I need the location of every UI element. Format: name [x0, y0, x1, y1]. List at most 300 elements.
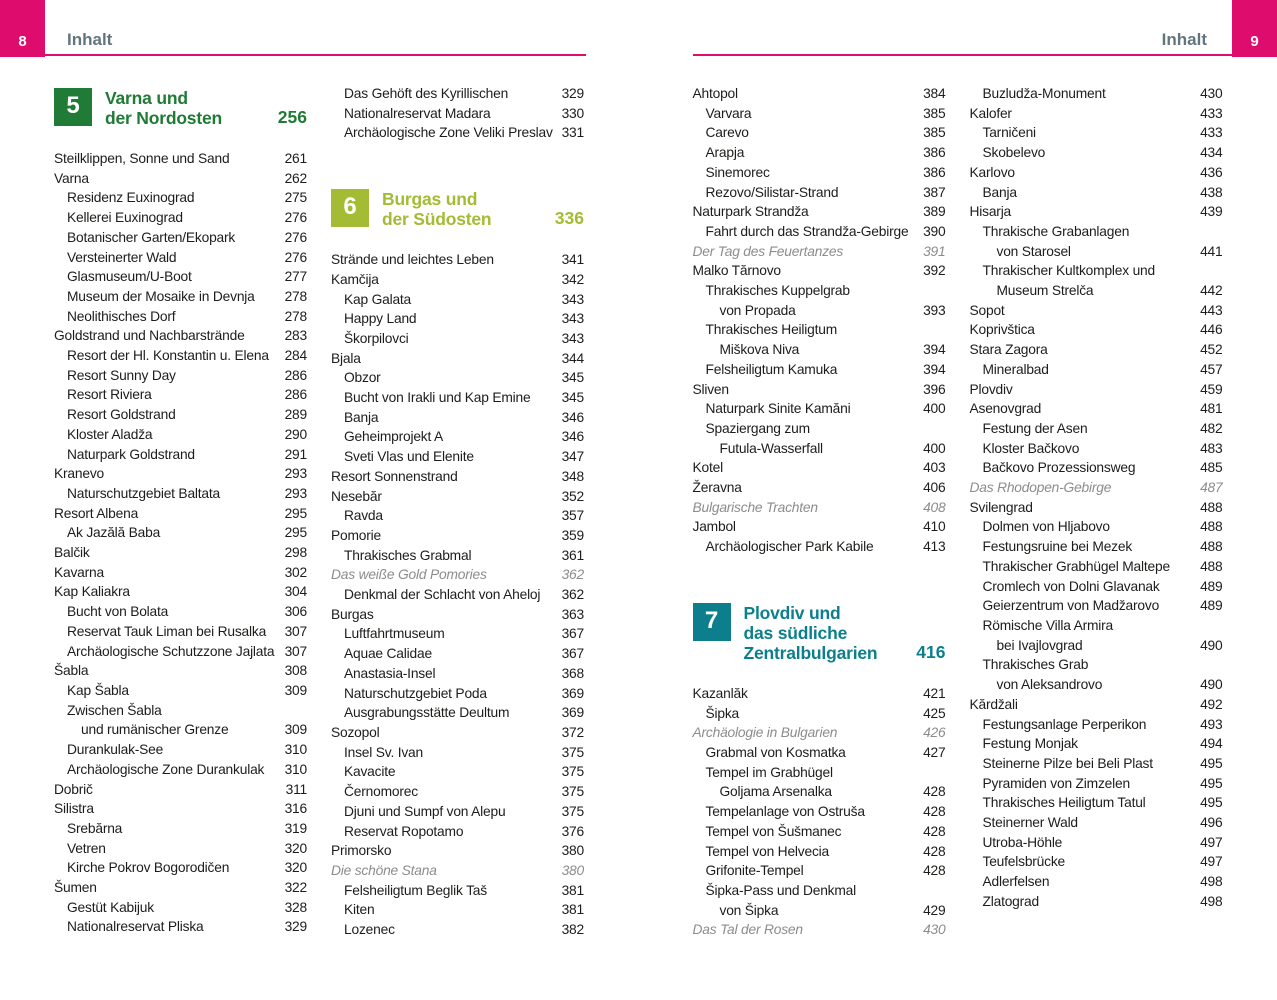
entry-page-number: 306	[284, 604, 307, 620]
toc-entry	[54, 898, 307, 918]
entry-page-number: 341	[561, 252, 584, 268]
entry-page-number: 441	[1200, 243, 1223, 259]
toc-entry	[54, 720, 307, 740]
entry-label: Strände und leichtes Leben	[331, 252, 494, 268]
toc-entry	[54, 642, 307, 662]
entry-page-number: 311	[285, 781, 307, 797]
entry-label: Durankulak-See	[67, 742, 164, 758]
entry-label: Ahtopol	[692, 86, 738, 101]
toc-entry	[970, 202, 1223, 222]
entry-label: Djuni und Sumpf von Alepu	[344, 803, 506, 819]
toc-entry	[693, 439, 946, 459]
entry-label: Thrakisches Grabmal	[344, 547, 472, 563]
chapter-6-heading	[331, 189, 584, 229]
toc-entry	[54, 307, 307, 327]
entry-label: Žeravna	[692, 480, 742, 496]
entry-label: Ravda	[344, 508, 383, 524]
toc-entry	[693, 340, 946, 360]
entry-page-number: 348	[561, 468, 584, 484]
entry-label: Residenz Euxinograd	[67, 190, 195, 206]
entry-label: Gestüt Kabijuk	[67, 899, 154, 915]
toc-entry-special	[331, 565, 584, 585]
entry-page-number: 368	[561, 665, 584, 681]
chapter-5-heading	[54, 88, 307, 128]
entry-label: Happy Land	[344, 311, 417, 327]
entry-label: Nationalreservat Madara	[344, 105, 491, 121]
entry-page-number: 413	[923, 539, 946, 555]
entry-page-number: 498	[1200, 893, 1223, 909]
toc-entry	[693, 419, 946, 439]
entry-label: Tempel von Helvecia	[705, 843, 829, 859]
entry-label: Aquae Calidae	[344, 646, 432, 662]
toc-entry	[970, 517, 1223, 537]
entry-label: Festungsanlage Perperikon	[982, 716, 1147, 732]
entry-page-number: 322	[284, 880, 307, 896]
toc-entry	[331, 644, 584, 664]
entry-page-number: 375	[561, 764, 584, 780]
entry-label: Futula-Wasserfall	[719, 440, 823, 456]
page-8-header	[0, 0, 639, 57]
header-rule	[45, 54, 586, 56]
toc-entry	[693, 222, 946, 242]
entry-page-number: 385	[923, 125, 946, 141]
entry-label: Kiten	[344, 902, 375, 918]
toc-entry	[693, 478, 946, 498]
toc-entry	[54, 582, 307, 602]
entry-label: Varna	[54, 170, 89, 186]
header-rule	[693, 54, 1233, 56]
toc-entry	[54, 208, 307, 228]
toc-entry	[693, 458, 946, 478]
toc-entry	[54, 346, 307, 366]
entry-label: Bjala	[331, 350, 361, 366]
entry-page-number: 428	[923, 804, 946, 820]
entry-label: Archäologie in Bulgarien	[692, 725, 838, 741]
entry-page-number: 361	[561, 547, 584, 563]
entry-label: Bačkovo Prozessionsweg	[982, 460, 1136, 476]
entry-page-number: 386	[923, 145, 946, 161]
entry-label: von Aleksandrovo	[996, 677, 1103, 693]
entry-page-number: 283	[284, 328, 307, 344]
entry-label: Reservat Ropotamo	[344, 823, 464, 839]
entry-label: Steinerne Pilze bei Beli Plast	[982, 755, 1153, 771]
entry-label: Varvara	[705, 105, 752, 121]
toc-entry	[331, 664, 584, 684]
toc-entry	[970, 636, 1223, 656]
entry-label: Naturschutzgebiet Baltata	[67, 485, 220, 501]
entry-label: Glasmuseum/U-Boot	[67, 269, 192, 285]
entry-label: Tempelanlage von Ostruša	[705, 804, 865, 820]
toc-entry	[54, 622, 307, 642]
toc-entry	[970, 340, 1223, 360]
entry-label: Kloster Bačkovo	[982, 440, 1080, 456]
page-9-header	[639, 0, 1277, 57]
entry-page-number: 346	[561, 429, 584, 445]
entry-page-number: 481	[1200, 401, 1223, 417]
entry-label: Hisarja	[969, 204, 1012, 220]
entry-label: Skobelevo	[982, 145, 1046, 161]
entry-label: Tempel im Grabhügel	[705, 764, 833, 780]
entry-label: Resort Riviera	[67, 387, 152, 403]
toc-entry	[970, 852, 1223, 872]
toc-entry	[54, 267, 307, 287]
entry-page-number: 394	[923, 342, 946, 358]
entry-label: Sinemorec	[705, 164, 770, 180]
entry-page-number: 295	[284, 505, 307, 521]
entry-page-number: 310	[284, 761, 307, 777]
toc-entry	[970, 399, 1223, 419]
toc-entry	[693, 537, 946, 557]
entry-label: Archäologische Zone Durankulak	[67, 761, 265, 777]
entry-page-number: 375	[561, 744, 584, 760]
toc-entry	[54, 799, 307, 819]
toc-entry	[970, 715, 1223, 735]
toc-entry	[693, 704, 946, 724]
toc-entry	[331, 487, 584, 507]
entry-page-number: 346	[561, 409, 584, 425]
entry-label: Lozenec	[344, 922, 395, 938]
toc-entry	[970, 360, 1223, 380]
toc-entry	[331, 447, 584, 467]
toc-entry	[693, 143, 946, 163]
entry-label: Obzor	[344, 370, 381, 386]
entry-label: Dolmen von Hljabovo	[982, 519, 1110, 535]
entry-label: Zwischen Šabla	[67, 702, 162, 718]
entry-label: Versteinerter Wald	[67, 249, 177, 265]
toc-entry	[54, 504, 307, 524]
toc-entry	[331, 84, 584, 104]
entry-page-number: 381	[561, 902, 584, 918]
header-title: Inhalt	[1161, 30, 1207, 49]
toc-entry	[54, 425, 307, 445]
toc-entry	[54, 681, 307, 701]
entry-page-number: 430	[1200, 86, 1223, 101]
entry-label: Tempel von Šušmanec	[705, 823, 842, 839]
toc-entry	[331, 703, 584, 723]
toc-entry	[970, 104, 1223, 124]
toc-entry	[54, 563, 307, 583]
toc-entry	[693, 782, 946, 802]
entry-page-number: 328	[284, 899, 307, 915]
toc-entry	[331, 467, 584, 487]
toc-entry	[970, 557, 1223, 577]
toc-entry	[970, 84, 1223, 104]
entry-label: Festung der Asen	[982, 420, 1088, 436]
entry-page-number: 276	[284, 229, 307, 245]
toc-entry	[693, 261, 946, 281]
entry-label: Banja	[982, 184, 1017, 200]
entry-page-number: 400	[923, 401, 946, 417]
entry-label: Das weiße Gold Pomories	[331, 567, 487, 583]
toc-entry	[54, 464, 307, 484]
entry-page-number: 387	[923, 184, 946, 200]
entry-page-number: 394	[923, 361, 946, 377]
entry-page-number: 406	[923, 480, 946, 496]
toc-entry	[331, 427, 584, 447]
toc-entry	[970, 163, 1223, 183]
entry-label: Kalofer	[969, 105, 1012, 121]
toc-entry	[331, 605, 584, 625]
entry-label: Reservat Tauk Liman bei Rusalka	[67, 623, 267, 639]
entry-label: von Šipka	[719, 902, 779, 918]
toc-entry-special	[693, 723, 946, 743]
entry-page-number: 342	[561, 271, 584, 287]
entry-page-number: 320	[284, 860, 307, 876]
toc-entry	[970, 261, 1223, 281]
entry-page-number: 421	[923, 685, 946, 701]
toc-entry	[54, 661, 307, 681]
entry-page-number: 488	[1200, 558, 1223, 574]
toc-entry	[54, 543, 307, 563]
entry-page-number: 277	[284, 269, 307, 285]
entry-page-number: 483	[1200, 440, 1223, 456]
entry-label: Miškova Niva	[719, 342, 800, 358]
chapter-7-heading	[693, 603, 946, 663]
entry-label: Svilengrad	[969, 499, 1033, 515]
entry-page-number: 452	[1200, 342, 1223, 358]
entry-label: Archäologische Schutzzone Jajlata	[67, 643, 275, 659]
toc-entry	[970, 301, 1223, 321]
entry-label: Adlerfelsen	[982, 874, 1050, 890]
toc-entry	[331, 920, 584, 940]
toc-entry	[54, 484, 307, 504]
toc-entry	[331, 408, 584, 428]
entry-label: Plovdiv	[969, 381, 1013, 397]
entry-page-number: 428	[923, 784, 946, 800]
entry-label: Jambol	[692, 519, 736, 535]
toc-entry	[54, 740, 307, 760]
toc-entry	[693, 163, 946, 183]
entry-page-number: 410	[923, 519, 946, 535]
toc-entry	[331, 822, 584, 842]
page-9-columns	[693, 84, 1224, 940]
chapter-5-title: Varna und der Nordosten	[105, 88, 222, 128]
entry-page-number: 276	[284, 210, 307, 226]
entry-page-number: 485	[1200, 460, 1223, 476]
entry-page-number: 459	[1200, 381, 1223, 397]
toc-entry	[693, 301, 946, 321]
toc-entry	[331, 841, 584, 861]
entry-page-number: 495	[1200, 755, 1223, 771]
entry-page-number: 319	[284, 820, 307, 836]
entry-label: von Propada	[719, 302, 796, 318]
entry-page-number: 276	[284, 249, 307, 265]
entry-label: Resort Sunny Day	[67, 367, 176, 383]
entry-page-number: 380	[561, 843, 584, 859]
entry-page-number: 293	[284, 485, 307, 501]
entry-label: Grifonite-Tempel	[705, 863, 804, 879]
toc-entry	[54, 228, 307, 248]
entry-page-number: 393	[923, 302, 946, 318]
entry-page-number: 295	[284, 525, 307, 541]
entry-label: Museum der Mosaike in Devnja	[67, 288, 255, 304]
entry-page-number: 488	[1200, 499, 1223, 515]
toc-entry	[693, 743, 946, 763]
entry-page-number: 495	[1200, 775, 1223, 791]
entry-page-number: 293	[284, 466, 307, 482]
toc-entry	[693, 901, 946, 921]
entry-label: Resort der Hl. Konstantin u. Elena	[67, 348, 269, 364]
entry-page-number: 490	[1200, 677, 1223, 693]
toc-entry	[331, 723, 584, 743]
entry-label: Thrakischer Grabhügel Maltepe	[982, 558, 1170, 574]
toc-entry	[693, 802, 946, 822]
toc-entry	[970, 242, 1223, 262]
toc-entry	[331, 349, 584, 369]
toc-entry	[693, 202, 946, 222]
entry-label: Šipka	[705, 705, 740, 721]
entry-label: bei Ivajlovgrad	[996, 637, 1083, 653]
entry-page-number: 345	[561, 370, 584, 386]
toc-entry	[331, 309, 584, 329]
entry-label: Srebărna	[67, 820, 123, 836]
entry-label: Malko Tărnovo	[692, 263, 781, 279]
entry-label: Resort Albena	[54, 505, 139, 521]
toc-entry	[970, 754, 1223, 774]
entry-page-number: 262	[284, 170, 307, 186]
entry-page-number: 344	[561, 350, 584, 366]
entry-page-number: 457	[1200, 361, 1223, 377]
toc-entry	[693, 517, 946, 537]
toc-entry	[970, 577, 1223, 597]
entry-page-number: 309	[284, 682, 307, 698]
entry-label: Stara Zagora	[969, 342, 1048, 358]
entry-page-number: 343	[561, 311, 584, 327]
toc-entry	[970, 616, 1223, 636]
toc-entry	[970, 793, 1223, 813]
toc-entry	[54, 366, 307, 386]
entry-label: Die schöne Stana	[331, 862, 437, 878]
entry-label: Felsheiligtum Kamuka	[705, 361, 838, 377]
entry-page-number: 430	[923, 922, 946, 938]
entry-page-number: 331	[561, 125, 584, 141]
toc-column-1	[54, 84, 307, 940]
entry-label: Sozopol	[331, 724, 380, 740]
toc-entry	[54, 188, 307, 208]
toc-column-3	[693, 84, 946, 940]
toc-entry	[331, 123, 584, 143]
chapter-7-number-box: 7	[693, 603, 731, 641]
entry-label: Naturpark Strandža	[692, 204, 809, 220]
toc-entry-special	[693, 242, 946, 262]
entry-page-number: 496	[1200, 815, 1223, 831]
toc-entry	[693, 763, 946, 783]
toc-entry	[331, 368, 584, 388]
toc-entry	[54, 248, 307, 268]
toc-entry	[54, 917, 307, 937]
entry-label: Insel Sv. Ivan	[344, 744, 423, 760]
entry-label: Kotel	[692, 460, 723, 476]
entry-page-number: 489	[1200, 578, 1223, 594]
entry-page-number: 289	[284, 407, 307, 423]
toc-column-4	[970, 84, 1223, 940]
entry-page-number: 376	[561, 823, 584, 839]
toc-entry	[970, 596, 1223, 616]
entry-page-number: 389	[923, 204, 946, 220]
entry-page-number: 316	[284, 801, 307, 817]
entry-page-number: 329	[284, 919, 307, 935]
entry-page-number: 309	[284, 722, 307, 738]
toc-entry	[54, 760, 307, 780]
entry-page-number: 443	[1200, 302, 1223, 318]
page-9	[639, 0, 1277, 1000]
toc-entry	[970, 537, 1223, 557]
entry-label: Geheimprojekt A	[344, 429, 443, 445]
toc-entry	[970, 123, 1223, 143]
entry-page-number: 362	[561, 587, 584, 603]
toc-entry	[331, 624, 584, 644]
entry-label: Das Tal der Rosen	[692, 922, 803, 938]
entry-page-number: 489	[1200, 598, 1223, 614]
toc-entry	[693, 842, 946, 862]
entry-page-number: 482	[1200, 420, 1223, 436]
entry-page-number: 375	[561, 784, 584, 800]
entry-label: Šabla	[54, 663, 89, 679]
entry-page-number: 284	[284, 348, 307, 364]
entry-page-number: 369	[561, 685, 584, 701]
toc-entry	[970, 655, 1223, 675]
entry-page-number: 380	[561, 862, 584, 878]
entry-page-number: 442	[1200, 283, 1223, 299]
entry-label: Nationalreservat Pliska	[67, 919, 204, 935]
entry-label: Denkmal der Schlacht von Aheloj	[344, 587, 541, 603]
entry-page-number: 330	[561, 105, 584, 121]
toc-entry	[331, 802, 584, 822]
entry-page-number: 498	[1200, 874, 1223, 890]
chapter-5-number-box: 5	[54, 88, 92, 126]
entry-page-number: 369	[561, 705, 584, 721]
toc-entry	[331, 881, 584, 901]
entry-label: Utroba-Höhle	[982, 834, 1063, 850]
toc-entry	[970, 143, 1223, 163]
entry-page-number: 391	[923, 243, 946, 259]
entry-page-number: 439	[1200, 204, 1223, 220]
entry-label: Römische Villa Armira	[982, 617, 1113, 633]
entry-page-number: 286	[284, 387, 307, 403]
toc-entry	[331, 782, 584, 802]
entry-label: Thrakisches Kuppelgrab	[705, 283, 850, 299]
entry-label: Koprivštica	[969, 322, 1035, 338]
entry-label: Pyramiden von Zimzelen	[982, 775, 1130, 791]
entry-page-number: 302	[284, 564, 307, 580]
toc-entry	[331, 250, 584, 270]
entry-label: Silistra	[54, 801, 94, 817]
toc-entry-special	[970, 478, 1223, 498]
entry-page-number: 490	[1200, 637, 1223, 653]
entry-label: Archäologische Zone Veliki Preslav	[344, 125, 553, 141]
toc-entry	[331, 104, 584, 124]
entry-label: Festungsruine bei Mezek	[982, 539, 1133, 555]
header-title: Inhalt	[67, 30, 113, 49]
entry-page-number: 425	[923, 705, 946, 721]
entry-label: Nesebăr	[331, 488, 382, 504]
toc-entry	[970, 833, 1223, 853]
entry-page-number: 400	[923, 440, 946, 456]
entry-page-number: 433	[1200, 125, 1223, 141]
entry-page-number: 352	[561, 488, 584, 504]
entry-page-number: 494	[1200, 736, 1223, 752]
toc-entry	[54, 878, 307, 898]
entry-page-number: 392	[923, 263, 946, 279]
toc-entry	[693, 123, 946, 143]
toc-entry	[54, 701, 307, 721]
entry-page-number: 495	[1200, 795, 1223, 811]
entry-label: Neolithisches Dorf	[67, 308, 176, 324]
entry-label: Burgas	[331, 606, 374, 622]
entry-page-number: 307	[284, 643, 307, 659]
entry-page-number: 357	[561, 508, 584, 524]
entry-page-number: 403	[923, 460, 946, 476]
